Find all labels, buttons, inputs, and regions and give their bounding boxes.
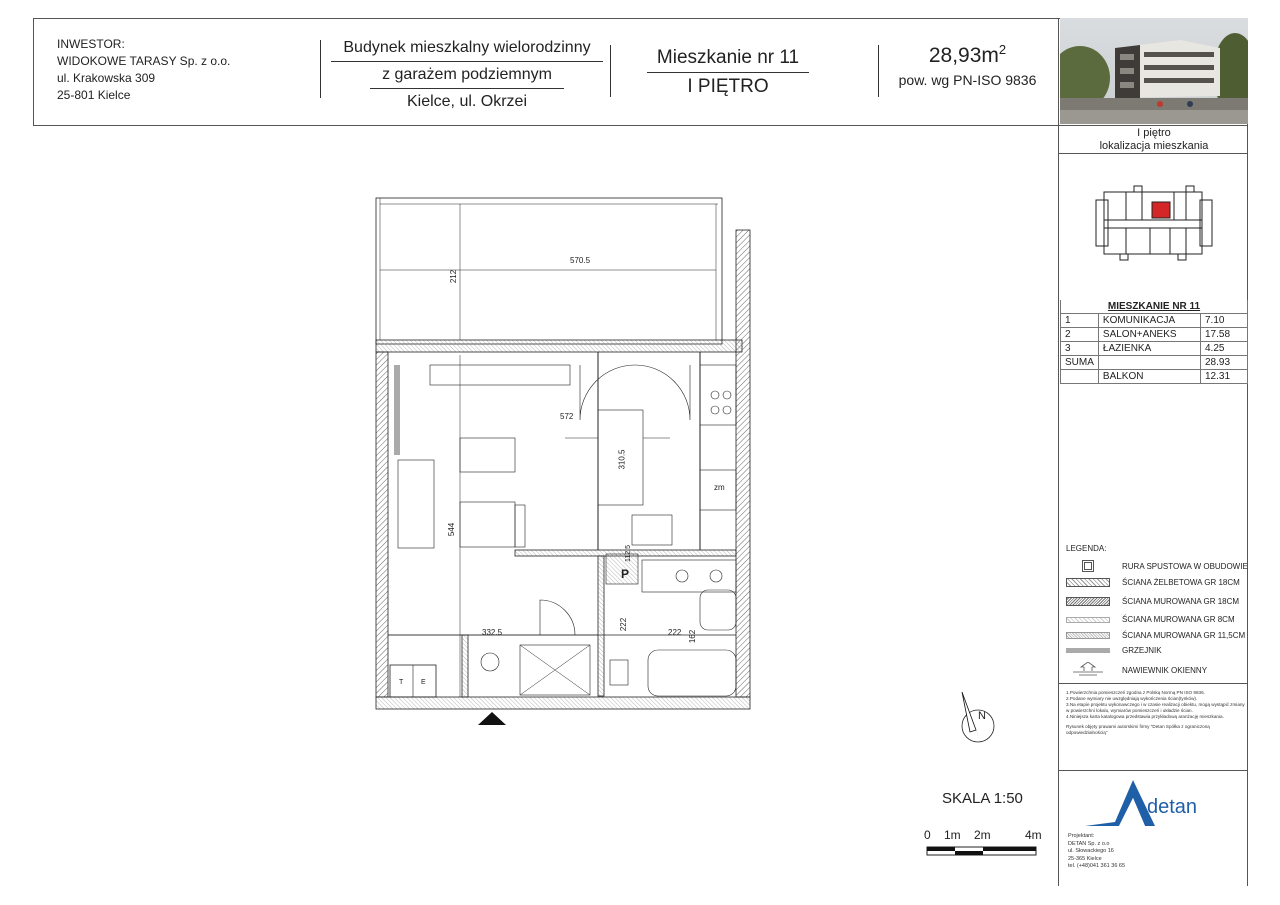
table-row [1061, 328, 1248, 342]
detan-logo-icon [1085, 778, 1155, 828]
apartment-title: Mieszkanie nr 11 [647, 44, 809, 73]
building-block [322, 35, 612, 115]
investor-line3: ul. Krakowska 309 [57, 71, 156, 85]
frame-right-panel [1058, 18, 1059, 886]
room-area: 17.58 [1201, 328, 1248, 342]
building-line2: z garażem podziemnym [370, 62, 564, 89]
masonry-wall-115-swatch [1066, 632, 1110, 639]
floor-key-plan [1090, 180, 1220, 270]
radiator-swatch [1066, 648, 1110, 653]
room-no: 1 [1061, 314, 1099, 328]
room-area: 28.93 [1201, 356, 1248, 370]
dim-balcony-height: 212 [449, 269, 459, 284]
panel-divider [1058, 770, 1248, 771]
frame-left [33, 18, 34, 125]
dim-mid: 310.5 [617, 449, 627, 470]
room-area: 4.25 [1201, 342, 1248, 356]
concrete-wall-swatch [1066, 578, 1110, 587]
pipe-icon [1082, 560, 1094, 572]
compass-icon [948, 688, 1008, 778]
designer-block [1068, 833, 1125, 871]
rooms-table [1060, 300, 1248, 384]
legend-label: NAWIEWNIK OKIENNY [1122, 665, 1208, 675]
legend-item [1066, 631, 1245, 640]
room-area: 12.31 [1201, 370, 1248, 384]
masonry-wall-8-swatch [1066, 617, 1110, 623]
building-line3: Kielce, ul. Okrzei [406, 93, 528, 110]
room-no: SUMA [1061, 356, 1099, 370]
legend-item [1066, 560, 1248, 572]
entrance-arrow-icon [478, 712, 506, 725]
scale-label: SKALA 1:50 [942, 790, 1023, 807]
dim-balcony-width: 570.5 [570, 256, 591, 265]
legend-label: ŚCIANA MUROWANA GR 8CM [1122, 615, 1235, 624]
legend-item [1066, 662, 1207, 678]
note-line: 4.Niniejsza karta katalogowa przedstawia przykładową aranżację mieszkania. [1066, 714, 1224, 719]
scale-tick: 2m [974, 828, 991, 842]
dim-hall-width: 332.5 [482, 628, 503, 637]
cabinet-label-e: E [421, 679, 426, 686]
rooms-table-title: MIESZKANIE NR 11 [1061, 300, 1248, 314]
scale-bar [926, 845, 1038, 857]
dim-1125: 112.5 [625, 545, 632, 562]
notes [1066, 690, 1246, 736]
masonry-wall-18-swatch [1066, 597, 1110, 606]
designer-line: 25-365 Kielce [1068, 855, 1102, 862]
panel-divider [1058, 125, 1248, 126]
area-block [880, 36, 1055, 90]
room-area: 7.10 [1201, 314, 1248, 328]
compass-label: N [978, 710, 986, 722]
table-row [1061, 370, 1248, 384]
apartment-highlight [1152, 202, 1170, 218]
header-separator [878, 45, 879, 97]
note-line: Rysunek objęty prawami autorskimi firmy "Detan Spółka z ograniczoną odpowiedzialnością" [1066, 724, 1210, 735]
building-line1: Budynek mieszkalny wielorodzinny [331, 35, 602, 62]
table-row [1061, 342, 1248, 356]
area-value: 28,93m [928, 44, 999, 67]
scale-tick: 0 [924, 828, 931, 842]
designer-line: tel. (+48)041 361 36 65 [1068, 863, 1126, 869]
dim-162: 162 [688, 629, 698, 644]
location-title [1060, 127, 1248, 153]
legend-label: RURA SPUSTOWA W OBUDOWIE [1122, 561, 1248, 571]
room-no [1061, 370, 1099, 384]
dim-bath-height: 222 [619, 617, 629, 632]
table-row [1061, 356, 1248, 370]
header-separator [610, 45, 611, 97]
legend-label: ŚCIANA ŻELBETOWA GR 18CM [1122, 578, 1240, 587]
investor-line4: 25-801 Kielce [57, 88, 131, 102]
cabinet-label-t: T [399, 679, 404, 686]
scale-tick: 1m [944, 828, 961, 842]
area-caption: pow. wg PN-ISO 9836 [898, 72, 1037, 88]
apartment-block [636, 44, 820, 101]
designer-line: Projektant: [1068, 833, 1095, 839]
designer-line: ul. Słowackiego 16 [1068, 848, 1114, 854]
room-name: SALON+ANEKS [1098, 328, 1200, 342]
dim-living-width: 572 [560, 412, 574, 421]
room-no: 3 [1061, 342, 1099, 356]
panel-divider [1058, 153, 1248, 154]
note-line: 1.Powierzchnia pomieszczeń zgodna z Polską Normą PN ISO 9836. [1066, 690, 1205, 695]
legend-item [1066, 597, 1239, 606]
location-line2: lokalizacja mieszkania [1099, 140, 1209, 152]
designer-line: DETAN Sp. z o.o [1068, 840, 1110, 847]
legend-item [1066, 615, 1235, 624]
dim-bath-width: 222 [668, 628, 682, 637]
legend-label: GRZEJNIK [1122, 646, 1162, 655]
logo-text: detan [1147, 796, 1198, 818]
legend-label: ŚCIANA MUROWANA GR 11,5CM [1122, 631, 1246, 640]
fridge-label: zm [714, 483, 725, 492]
legend-item [1066, 646, 1162, 655]
investor-line1: INWESTOR: [57, 37, 125, 51]
panel-divider [1058, 683, 1248, 684]
shaft-label: P [621, 567, 630, 581]
room-name: BALKON [1098, 370, 1200, 384]
location-line1: I piętro [1137, 127, 1171, 139]
room-no: 2 [1061, 328, 1099, 342]
scale-tick: 4m [1025, 828, 1042, 842]
area-sup: 2 [998, 42, 1007, 57]
apartment-floor-plan [370, 190, 770, 730]
investor-block [57, 36, 230, 104]
note-line: 3.Na etapie projektu wykonawczego i w czasie realizacji obiektu, mogą wystąpić zmiany w powierzchni lokalu, wymiarów pomieszczeń i układzie ścian. [1066, 702, 1245, 713]
legend-item [1066, 578, 1240, 587]
room-name: ŁAZIENKA [1098, 342, 1200, 356]
room-name [1098, 356, 1200, 370]
window-vent-icon [1066, 662, 1110, 678]
note-line: 2.Podane wymiary nie uwzględniają wykończenia ścian(tynków). [1066, 696, 1198, 701]
room-name: KOMUNIKACJA [1098, 314, 1200, 328]
table-row [1061, 314, 1248, 328]
building-render-image [1060, 18, 1248, 124]
dim-living-height: 544 [447, 522, 457, 537]
legend-title: LEGENDA: [1066, 544, 1107, 553]
investor-line2: WIDOKOWE TARASY Sp. z o.o. [57, 54, 231, 68]
legend-label: ŚCIANA MUROWANA GR 18CM [1122, 597, 1240, 606]
header-separator [320, 40, 321, 98]
apartment-floor: I PIĘTRO [687, 76, 769, 97]
